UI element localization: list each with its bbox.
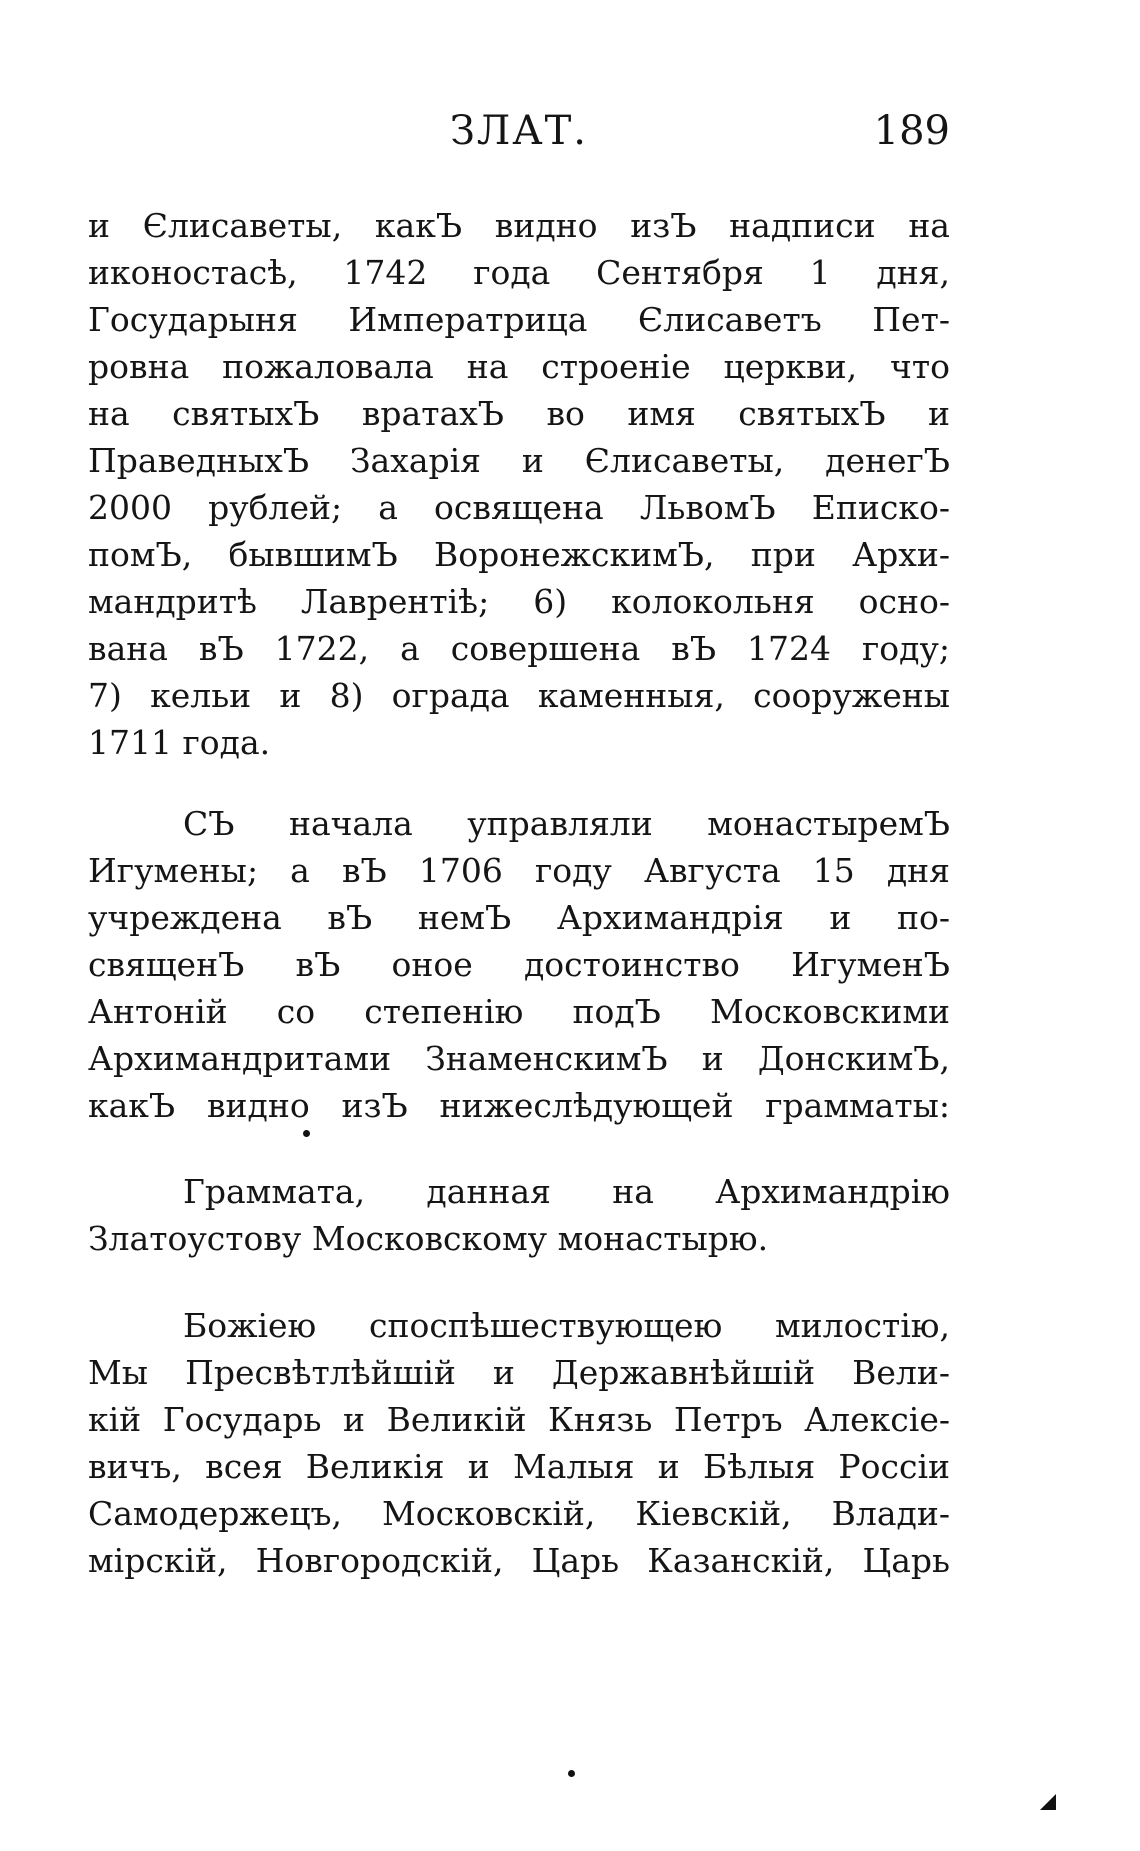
text-line: священЪ вЪ оное достоинство ИгуменЪ [88, 945, 950, 984]
text-line: 2000 рублей; а освящена ЛьвомЪ Еписко- [88, 488, 950, 527]
running-title: ЗЛАТ. [450, 108, 588, 154]
page-number: 189 [873, 108, 950, 154]
text-line: Игумены; а вЪ 1706 году Августа 15 дня [88, 851, 950, 890]
text-line: кій Государь и Великій Князь Петръ Алексіе- [88, 1400, 950, 1439]
heading-line: Златоустову Московскому монастырю. [88, 1219, 769, 1258]
text-line: иконостасѣ, 1742 года Сентября 1 дня, [88, 253, 950, 292]
document-heading [88, 1168, 950, 1262]
text-line: помЪ, бывшимЪ ВоронежскимЪ, при Архи- [88, 535, 950, 574]
text-line: Антоній со степенію подЪ Московскими [88, 992, 950, 1031]
text-line: ПраведныхЪ Захарія и Єлисаветы, денегЪ [88, 441, 950, 480]
text-line: мандритѣ Лаврентіѣ; 6) колокольня осно- [88, 582, 950, 621]
text-line: на святыхЪ вратахЪ во имя святыхЪ и [88, 394, 950, 433]
text-line: вана вЪ 1722, а совершена вЪ 1724 году; [88, 629, 950, 668]
ink-speck [568, 1770, 575, 1777]
text-line: Самодержецъ, Московскій, Кіевскій, Влади- [88, 1494, 950, 1533]
text-line: СЪ начала управляли монастыремЪ [183, 804, 950, 843]
text-line: мірскій, Новгородскій, Царь Казанскій, Царь [88, 1541, 950, 1580]
text-line: учреждена вЪ немЪ Архимандрія и по- [88, 898, 950, 937]
text-line: вичъ, всея Великія и Малыя и Бѣлыя Россіи [88, 1447, 950, 1486]
text-line: 7) кельи и 8) ограда каменныя, сооружены [88, 676, 950, 715]
corner-mark-icon [1040, 1794, 1056, 1810]
text-line: Мы Пресвѣтлѣйшій и Державнѣйшій Вели- [88, 1353, 950, 1392]
paragraph-2 [88, 800, 950, 1129]
text-line: какЪ видно изЪ нижеслѣдующей граммaты: [88, 1086, 950, 1125]
paragraph-1 [88, 202, 950, 766]
heading-line: Граммата, данная на Архимандрію [183, 1172, 950, 1211]
paragraph-3 [88, 1302, 950, 1584]
text-line: Божіею споспѣшествующею милостію, [183, 1306, 950, 1345]
text-line: 1711 года. [88, 723, 271, 762]
running-head [90, 108, 950, 168]
text-line: ровна пожаловала на строеніе церкви, что [88, 347, 950, 386]
text-line: Архимандритами ЗнаменскимЪ и ДонскимЪ, [88, 1039, 950, 1078]
text-line: Государыня Императрица Єлисаветъ Пет- [88, 300, 950, 339]
text-line: и Єлисаветы, какЪ видно изЪ надписи на [88, 206, 950, 245]
ink-speck [303, 1130, 310, 1137]
